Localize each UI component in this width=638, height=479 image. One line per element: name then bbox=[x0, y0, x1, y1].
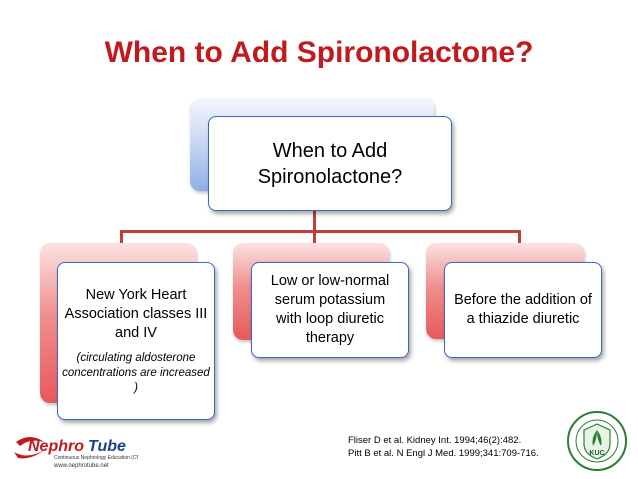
svg-text:Continuous Nephrology Educatio: Continuous Nephrology Education (CNE) bbox=[54, 455, 138, 461]
seal-icon bbox=[566, 410, 628, 472]
root-node bbox=[208, 116, 452, 211]
nephrotube-logo bbox=[10, 430, 138, 472]
slide-title: When to Add Spironolactone? bbox=[104, 36, 534, 69]
connector-left bbox=[120, 230, 123, 244]
child-node-1-label: New York Heart Association classes III and IV bbox=[64, 287, 208, 341]
logo-url: www.nephrotube.net bbox=[54, 463, 109, 469]
connector-right bbox=[518, 230, 521, 244]
reference-2: Pitt B et al. N Engl J Med. 1999;341:709-716. bbox=[348, 448, 539, 459]
svg-text:KUC: KUC bbox=[589, 450, 605, 457]
svg-text:Nephro: Nephro bbox=[28, 438, 84, 455]
svg-text:Tube: Tube bbox=[88, 438, 126, 455]
university-seal bbox=[566, 410, 628, 472]
references bbox=[348, 434, 539, 460]
child-node-1-note: (circulating aldosterone concentrations are increased ) bbox=[62, 352, 210, 394]
reference-1: Fliser D et al. Kidney Int. 1994;46(2):482. bbox=[348, 435, 522, 446]
child-node-3-label: Before the addition of a thiazide diuretic bbox=[454, 292, 592, 327]
connector-middle bbox=[313, 230, 316, 244]
connector-horizontal bbox=[120, 230, 520, 233]
root-node-label: When to Add Spironolactone? bbox=[257, 139, 403, 188]
child-node-1 bbox=[57, 262, 215, 420]
child-node-3 bbox=[444, 262, 602, 358]
connector-root-stem bbox=[313, 210, 316, 232]
child-node-2-label: Low or low-normal serum potassium with loop diuretic therapy bbox=[270, 273, 390, 346]
child-node-2 bbox=[251, 262, 409, 358]
